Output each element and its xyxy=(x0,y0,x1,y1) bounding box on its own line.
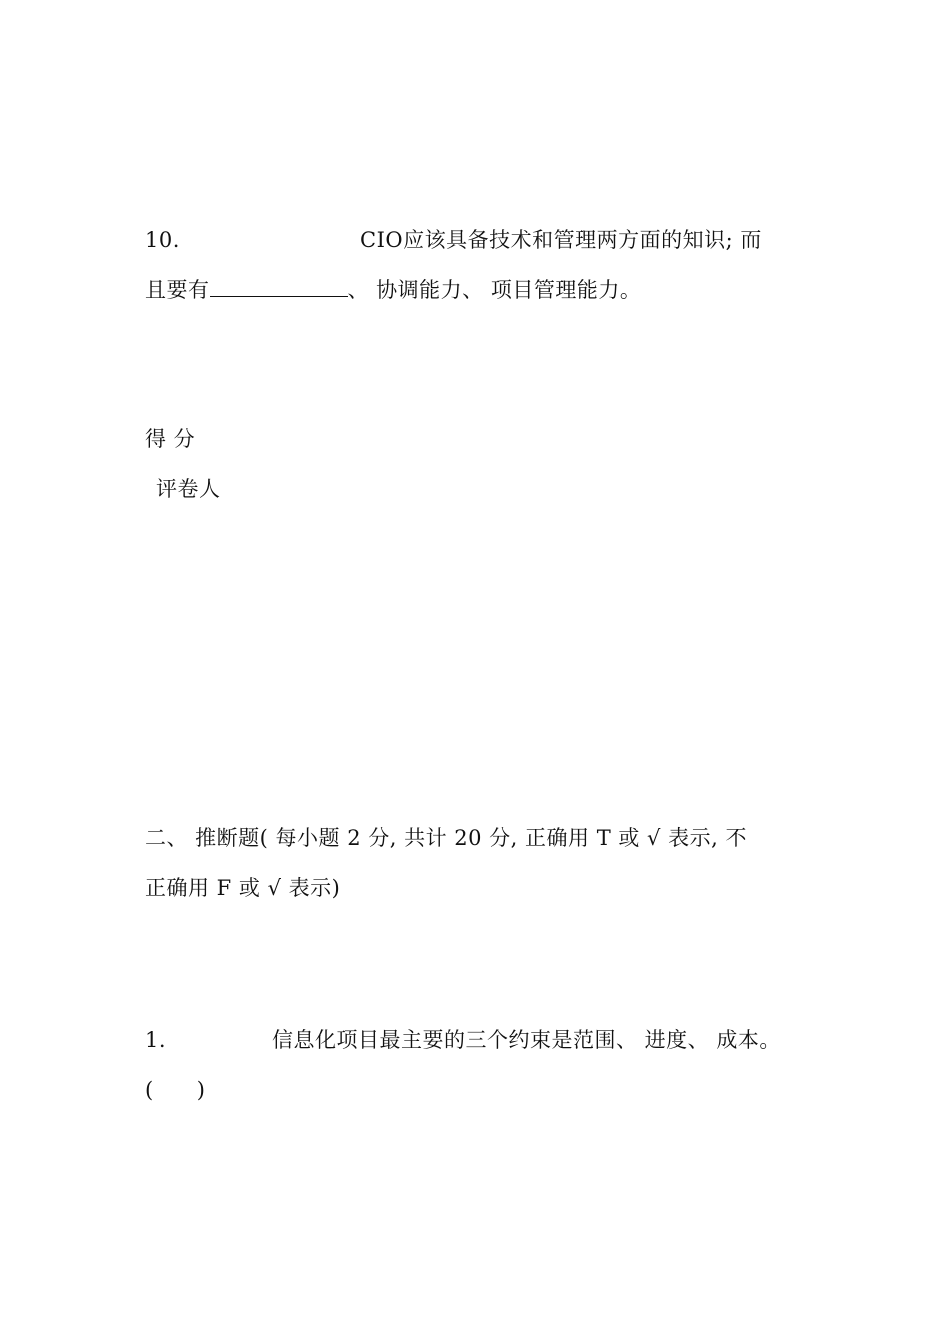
q10-text-line1: CIO应该具备技术和管理两方面的知识; 而 xyxy=(360,228,762,252)
grader-label: 评卷人 xyxy=(156,477,221,501)
q10-suffix: 、 协调能力、 项目管理能力。 xyxy=(347,278,642,302)
q1-text: 信息化项目最主要的三个约束是范围、 进度、 成本。 xyxy=(272,1028,781,1052)
q10-text-line2 xyxy=(145,276,641,304)
score-label: 得 分 xyxy=(145,427,196,451)
q1-number: 1. xyxy=(145,1028,167,1052)
section2-heading-line1: 二、 推断题( 每小题 2 分, 共计 20 分, 正确用 T 或 √ 表示, 不 xyxy=(145,826,747,850)
q1-answer-bracket[interactable]: ( ) xyxy=(145,1078,206,1102)
section2-heading-line2: 正确用 F 或 √ 表示) xyxy=(145,876,341,900)
q10-answer-blank[interactable] xyxy=(210,276,348,297)
q10-number: 10. xyxy=(145,228,180,252)
q10-prefix: 且要有 xyxy=(145,278,210,302)
